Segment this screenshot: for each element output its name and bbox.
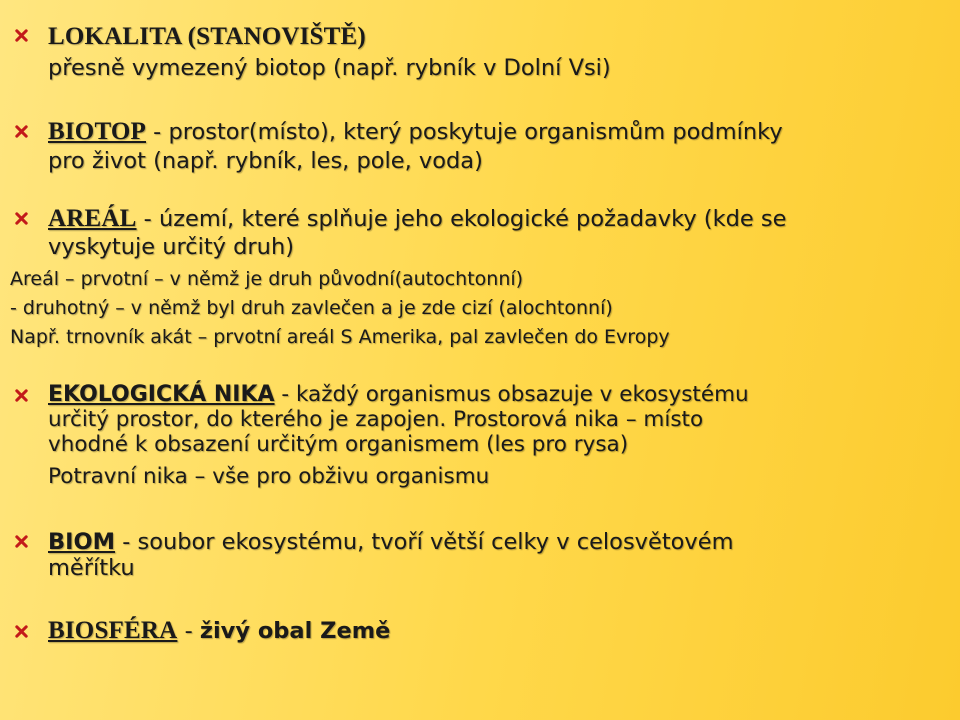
item-text: území, které splňuje jeho ekologické požadavky (kde se <box>158 206 787 232</box>
item-title: BIOSFÉRA <box>48 617 178 644</box>
item-title: LOKALITA (STANOVIŠTĚ) <box>48 23 366 50</box>
item-text: prostor(místo), který poskytuje organismům podmínky <box>168 119 783 145</box>
x-mark-icon <box>14 211 29 226</box>
item-sep: - <box>274 382 296 407</box>
item-biotop <box>48 117 783 147</box>
item-text: pro život (např. rybník, les, pole, voda) <box>48 148 483 174</box>
item-areal <box>48 204 786 234</box>
item-text: Potravní nika – vše pro obživu organismu <box>48 464 490 489</box>
item-text: přesně vymezený biotop (např. rybník v Dolní Vsi) <box>48 55 611 81</box>
item-lokalita <box>48 21 366 52</box>
item-text: určitý prostor, do kterého je zapojen. Prostorová nika – místo <box>48 407 704 432</box>
item-sep: - <box>177 618 200 644</box>
item-title: AREÁL <box>48 205 137 232</box>
item-text: vhodné k obsazení určitým organismem (les pro rysa) <box>48 432 629 457</box>
areal-primary: Areál – prvotní – v němž je druh původní(autochtonní) <box>10 268 524 290</box>
item-sep: - <box>146 119 169 145</box>
item-sep: - <box>115 529 138 555</box>
x-mark-icon <box>14 624 29 639</box>
item-title: EKOLOGICKÁ NIKA <box>48 382 275 407</box>
areal-example: Např. trnovník akát – prvotní areál S Amerika, pal zavlečen do Evropy <box>10 326 670 348</box>
item-text: každý organismus obsazuje v ekosystému <box>295 382 749 407</box>
item-sep: - <box>136 206 159 232</box>
item-biom <box>48 527 734 557</box>
item-text: měřítku <box>48 555 135 581</box>
x-mark-icon <box>14 124 29 139</box>
item-text: soubor ekosystému, tvoří větší celky v celosvětovém <box>137 529 734 555</box>
item-biosfera <box>48 616 390 646</box>
x-mark-icon <box>14 388 29 403</box>
areal-secondary: - druhotný – v němž byl druh zavlečen a je zde cizí (alochtonní) <box>10 297 613 319</box>
item-text: živý obal Země <box>199 618 391 644</box>
item-text: vyskytuje určitý druh) <box>48 234 294 260</box>
item-title: BIOM <box>48 529 116 555</box>
item-title: BIOTOP <box>48 118 146 145</box>
x-mark-icon <box>14 534 29 549</box>
x-mark-icon <box>14 28 29 43</box>
